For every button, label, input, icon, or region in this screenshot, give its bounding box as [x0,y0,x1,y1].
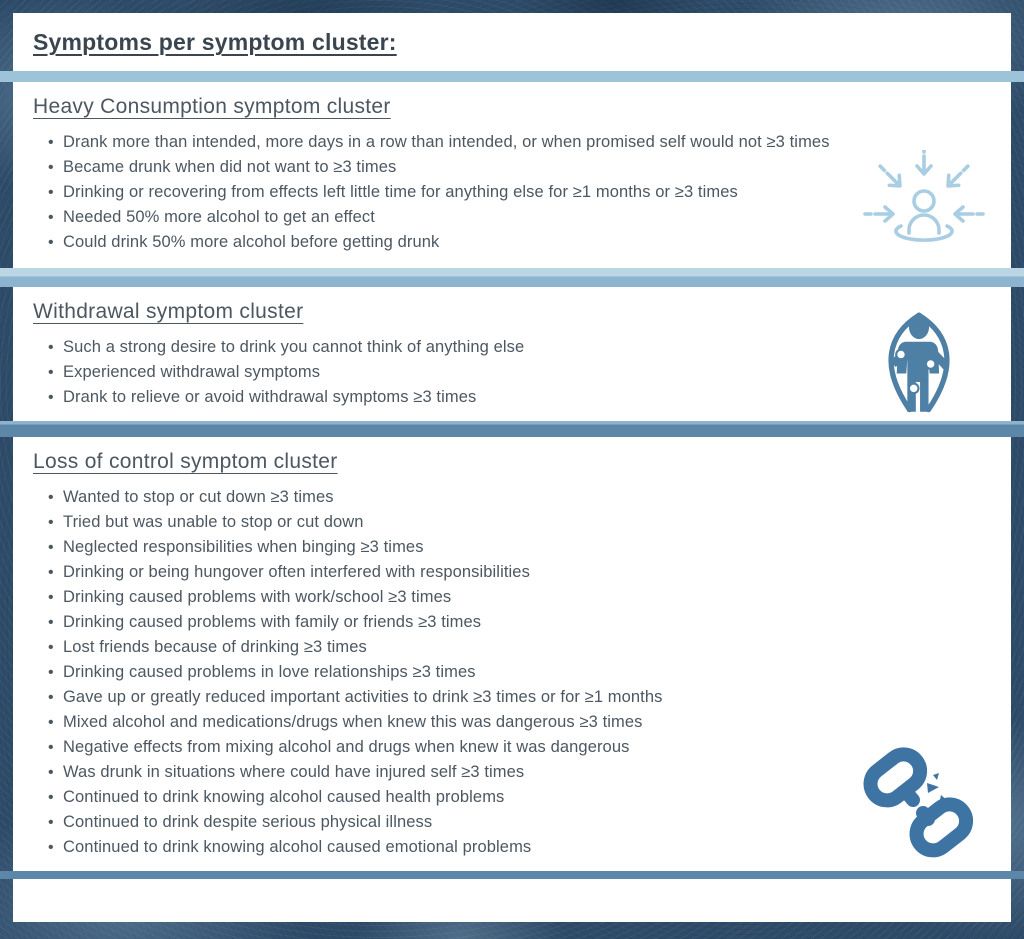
body-aches-person-icon [871,311,967,417]
section-title-withdrawal: Withdrawal symptom cluster [33,300,304,323]
bottom-blank-panel [13,879,1011,922]
divider-middle-2 [0,421,1024,437]
bullet-item: • Drinking caused problems with family or friends ≥3 times [63,610,1011,635]
bullet-item: • Drinking caused problems in love relationships ≥3 times [63,660,1011,685]
bullet-item: • Tried but was unable to stop or cut down [63,510,1011,535]
bullet-item: • Experienced withdrawal symptoms [63,360,1011,385]
title-panel [13,13,1011,71]
bullet-item: • Lost friends because of drinking ≥3 times [63,635,1011,660]
section-heavy-consumption [13,82,1011,268]
bullet-item: • Wanted to stop or cut down ≥3 times [63,485,1011,510]
bullet-item: • Drank more than intended, more days in a row than intended, or when promised self would not ≥3 times [63,130,1011,155]
bullet-item: • Gave up or greatly reduced important activities to drink ≥3 times or for ≥1 months [63,685,1011,710]
divider-middle-1 [0,268,1024,287]
pressure-arrows-person-icon [857,150,991,258]
bullet-item: • Drinking or recovering from effects left little time for anything else for ≥1 months or ≥3 times [63,180,1011,205]
section-title-heavy-consumption: Heavy Consumption symptom cluster [33,95,391,118]
bullet-item: • Continued to drink knowing alcohol caused health problems [63,785,1011,810]
broken-chain-icon [855,735,979,867]
bullet-item: • Negative effects from mixing alcohol and drugs when knew it was dangerous [63,735,1011,760]
bullet-item: • Became drunk when did not want to ≥3 times [63,155,1011,180]
bullet-item: • Continued to drink knowing alcohol caused emotional problems [63,835,1011,860]
bullet-item: • Continued to drink despite serious physical illness [63,810,1011,835]
bullet-item: • Drinking or being hungover often interfered with responsibilities [63,560,1011,585]
bullet-item: • Mixed alcohol and medications/drugs when knew this was dangerous ≥3 times [63,710,1011,735]
section-loss-of-control [13,437,1011,871]
bullet-item: • Could drink 50% more alcohol before getting drunk [63,230,1011,255]
section-title-loss-of-control: Loss of control symptom cluster [33,450,338,473]
bullet-item: • Drank to relieve or avoid withdrawal symptoms ≥3 times [63,385,1011,410]
bullet-item: • Drinking caused problems with work/school ≥3 times [63,585,1011,610]
section-withdrawal [13,287,1011,421]
page-title: Symptoms per symptom cluster: [33,29,397,55]
divider-top [0,71,1024,82]
bullet-item: • Neglected responsibilities when binging ≥3 times [63,535,1011,560]
bullet-item: • Needed 50% more alcohol to get an effect [63,205,1011,230]
bullet-list-withdrawal [13,335,1011,410]
bullet-item: • Such a strong desire to drink you cannot think of anything else [63,335,1011,360]
divider-bottom [0,871,1024,879]
bullet-item: • Was drunk in situations where could have injured self ≥3 times [63,760,1011,785]
